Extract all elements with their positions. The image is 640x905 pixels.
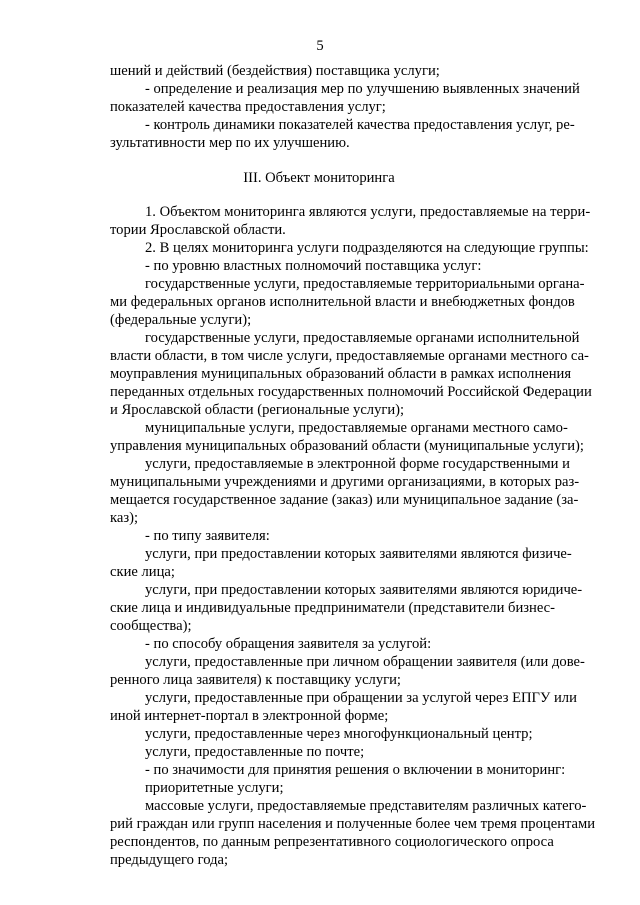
text-line: услуги, предоставляемые в электронной форме государственными и <box>145 456 570 472</box>
text-line: 2. В целях мониторинга услуги подразделяются на следующие группы: <box>145 240 589 256</box>
text-line: каз); <box>110 510 139 526</box>
text-line: - определение и реализация мер по улучшению выявленных значений <box>145 81 580 97</box>
text-line: 1. Объектом мониторинга являются услуги, предоставляемые на терри- <box>145 204 591 220</box>
text-line: управления муниципальных образований области (муниципальные услуги); <box>110 438 584 454</box>
text-line: показателей качества предоставления услуг; <box>110 99 386 115</box>
text-line: услуги, предоставленные по почте; <box>145 744 365 760</box>
text-line: - по уровню властных полномочий поставщика услуг: <box>145 258 482 274</box>
text-line: муниципальные услуги, предоставляемые органами местного само- <box>145 420 568 436</box>
text-line: ми федеральных органов исполнительной власти и внебюджетных фондов <box>110 294 575 310</box>
text-line: мещается государственное задание (заказ) или муниципальное задание (за- <box>110 492 579 508</box>
text-line: власти области, в том числе услуги, предоставляемые органами местного са- <box>110 348 589 364</box>
text-line: - по способу обращения заявителя за услугой: <box>145 636 432 652</box>
text-line: и Ярославской области (региональные услуги); <box>110 402 405 418</box>
text-line: - контроль динамики показателей качества предоставления услуг, ре- <box>145 117 575 133</box>
text-line: моуправления муниципальных образований области в рамках исполнения <box>110 366 572 382</box>
text-line: зультативности мер по их улучшению. <box>110 135 350 151</box>
text-line: государственные услуги, предоставляемые органами исполнительной <box>145 330 580 346</box>
text-line: предыдущего года; <box>110 852 229 868</box>
text-line: услуги, предоставленные через многофункциональный центр; <box>145 726 533 742</box>
text-line: государственные услуги, предоставляемые территориальными органа- <box>145 276 585 292</box>
text-line: ские лица и индивидуальные предприниматели (представители бизнес- <box>110 600 556 616</box>
text-line: ские лица; <box>110 564 175 580</box>
text-line: услуги, при предоставлении которых заявителями являются физиче- <box>145 546 572 562</box>
text-line: муниципальными учреждениями и другими организациями, в которых раз- <box>110 474 580 490</box>
text-line: тории Ярославской области. <box>110 222 286 238</box>
text-line: рий граждан или групп населения и полученные более чем тремя процентами <box>110 816 596 832</box>
text-line: иной интернет-портал в электронной форме; <box>110 708 389 724</box>
text-line: (федеральные услуги); <box>110 312 252 328</box>
text-line: массовые услуги, предоставляемые представителям различных катего- <box>145 798 587 814</box>
text-line: шений и действий (бездействия) поставщика услуги; <box>110 63 440 79</box>
text-line: услуги, предоставленные при личном обращении заявителя (или дове- <box>145 654 585 670</box>
text-line: услуги, при предоставлении которых заявителями являются юридиче- <box>145 582 583 598</box>
text-line: - по типу заявителя: <box>145 528 270 544</box>
page-number: 5 <box>316 38 324 54</box>
text-line: сообщества); <box>110 618 192 634</box>
section-heading: III. Объект мониторинга <box>243 170 395 186</box>
text-line: ренного лица заявителя) к поставщику услуги; <box>110 672 401 688</box>
text-line: респондентов, по данным репрезентативного социологического опроса <box>110 834 554 850</box>
text-line: приоритетные услуги; <box>145 780 284 796</box>
text-line: услуги, предоставленные при обращении за услугой через ЕПГУ или <box>145 690 577 706</box>
text-line: - по значимости для принятия решения о включении в мониторинг: <box>145 762 566 778</box>
text-line: переданных отдельных государственных полномочий Российской Федерации <box>110 384 592 400</box>
